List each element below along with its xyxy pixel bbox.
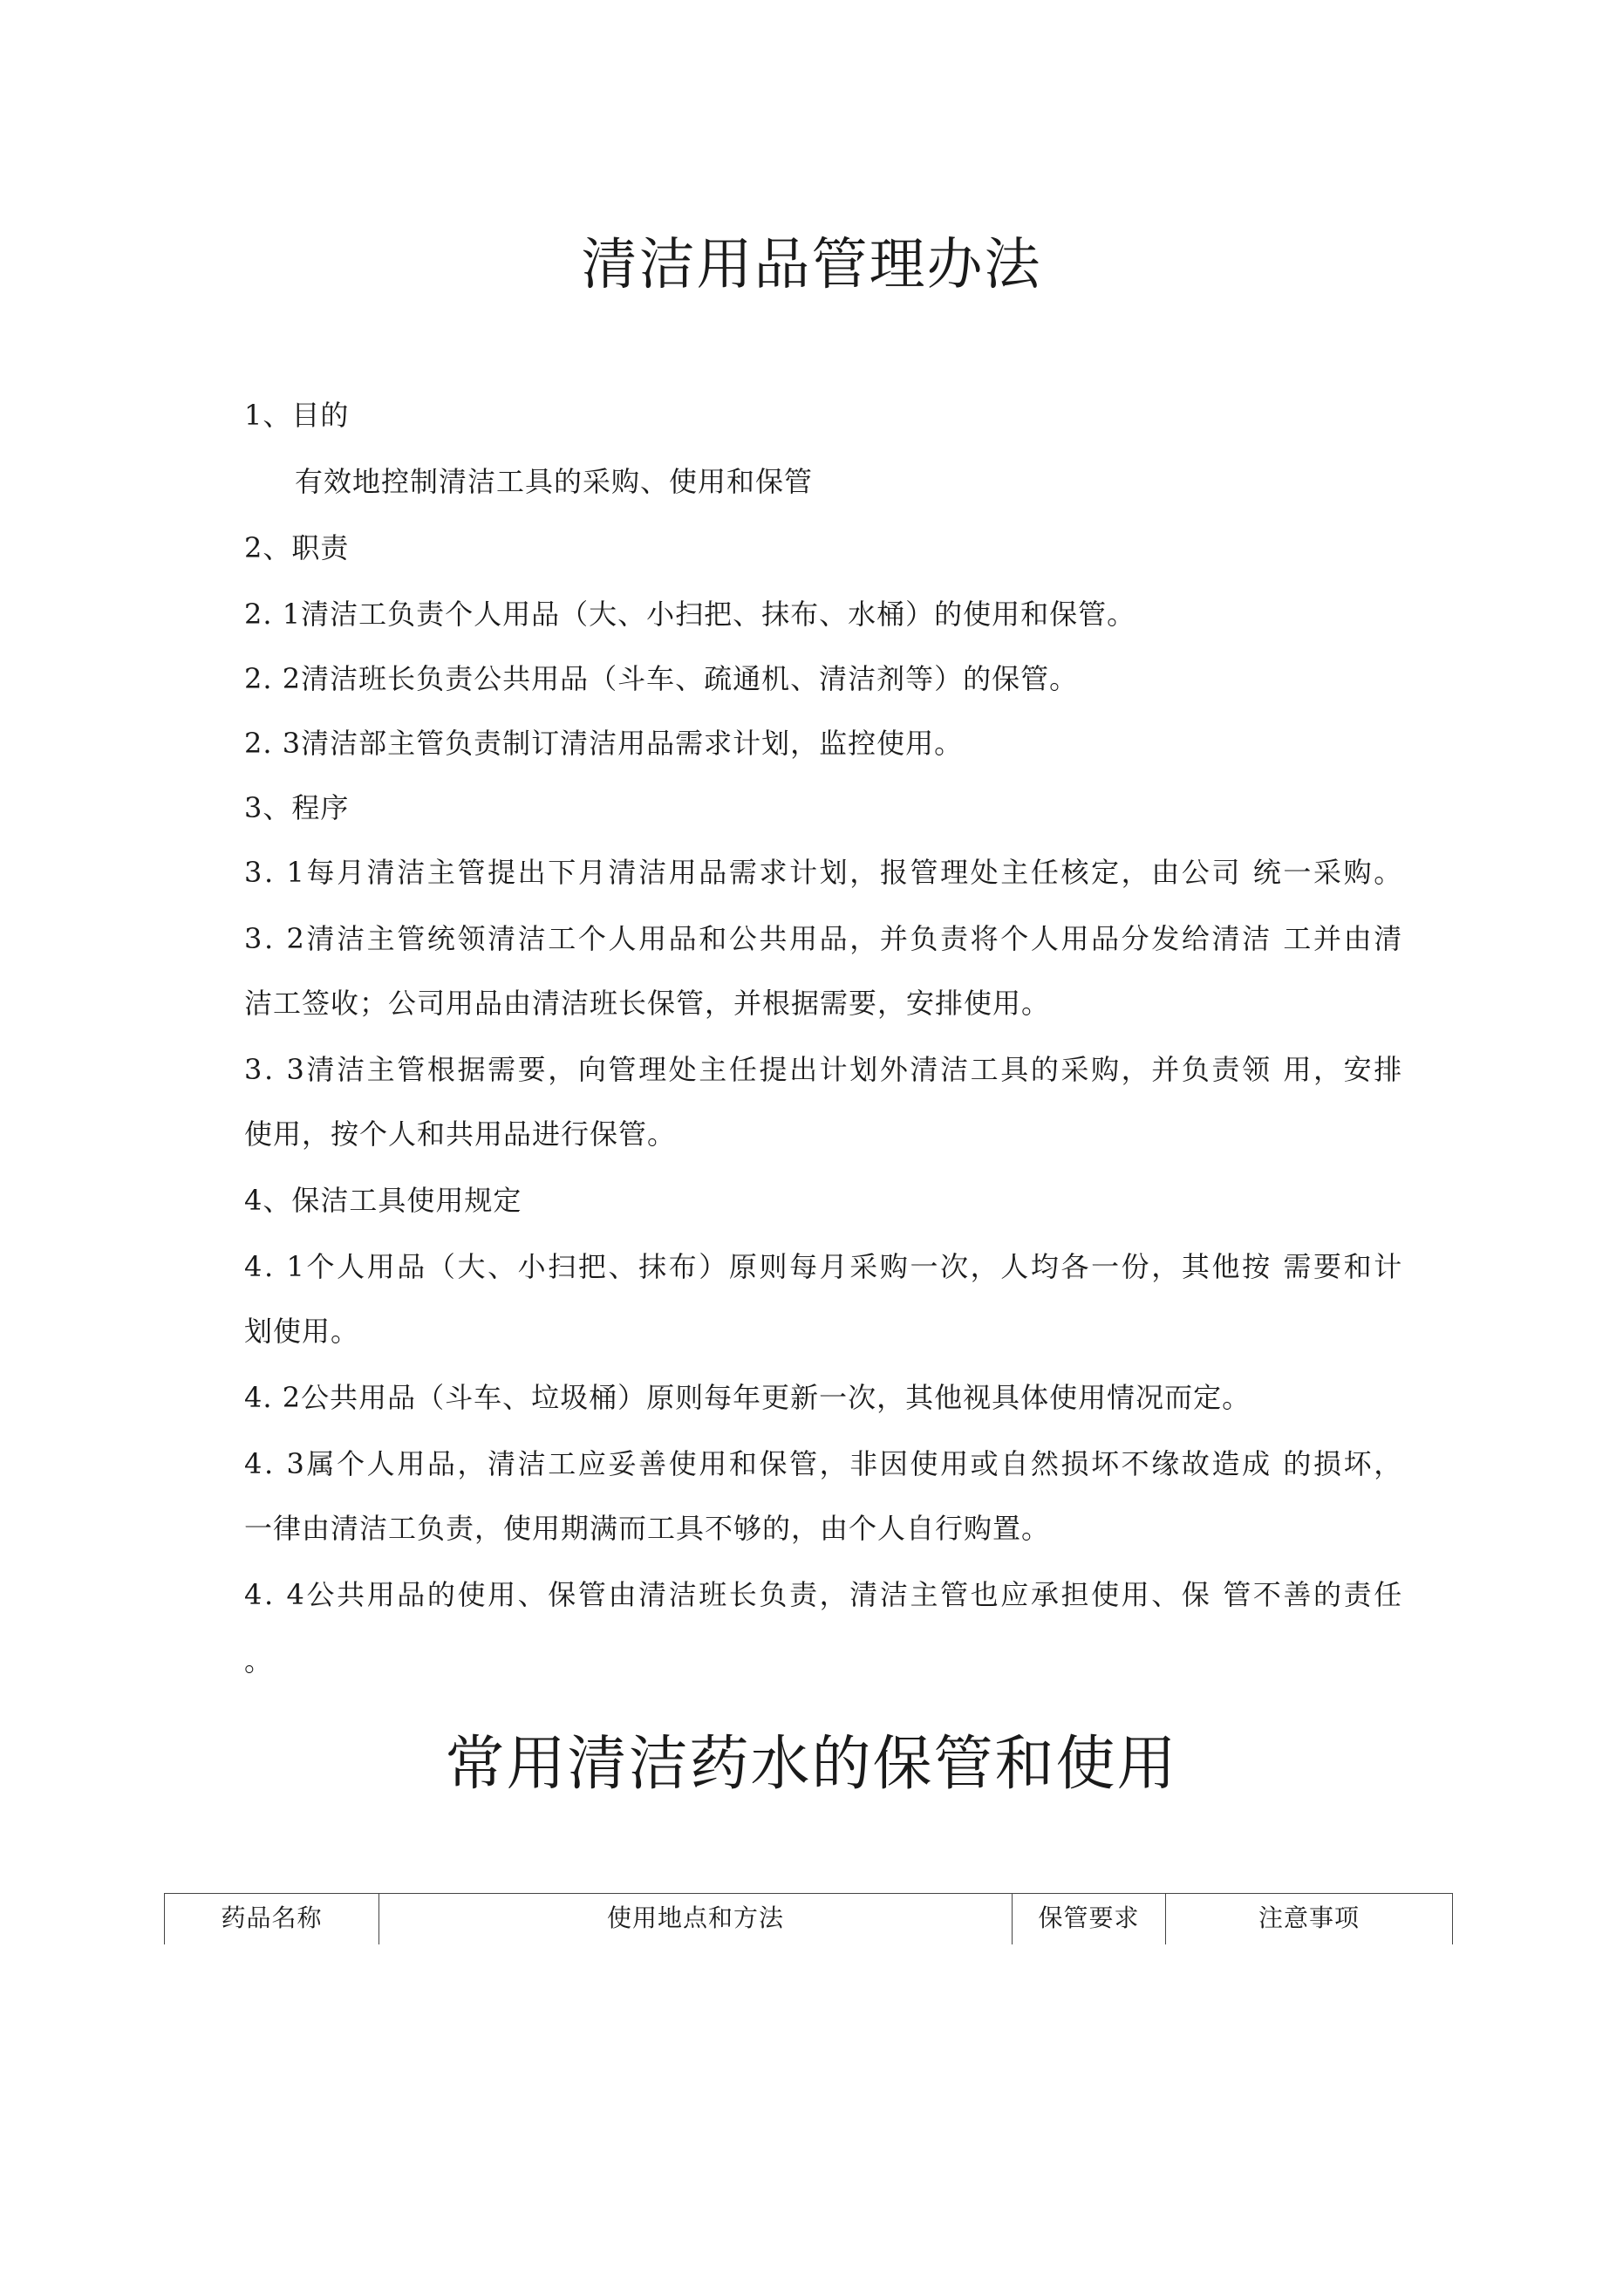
paragraph-rule-4-1-cont: 划使用。 <box>244 1315 360 1348</box>
section-title-cleaning-agents: 常用清洁药水的保管和使用 <box>445 1730 1178 1799</box>
column-header-notes: 注意事项 <box>1166 1894 1453 1945</box>
column-header-usage: 使用地点和方法 <box>379 1894 1013 1945</box>
cleaning-agents-table <box>164 1893 1453 1944</box>
paragraph-procedure-3-3: 3. 3清洁主管根据需要，向管理处主任提出计划外清洁工具的采购，并负责领 用，安排 <box>244 1053 1404 1086</box>
paragraph-procedure-3-2: 3. 2清洁主管统领清洁工个人用品和公共用品，并负责将个人用品分发给清洁 工并由清 <box>244 922 1404 955</box>
paragraph-purpose: 有效地控制清洁工具的采购、使用和保管 <box>295 465 814 498</box>
column-header-storage: 保管要求 <box>1013 1894 1166 1945</box>
section-heading-purpose: 1、目的 <box>244 399 350 432</box>
paragraph-rule-4-2: 4. 2公共用品（斗车、垃圾桶）原则每年更新一次，其他视具体使用情况而定。 <box>244 1381 1251 1414</box>
paragraph-duty-2-1: 2. 1清洁工负责个人用品（大、小扫把、抹布、水桶）的使用和保管。 <box>244 598 1136 631</box>
paragraph-procedure-3-2-cont: 洁工签收；公司用品由清洁班长保管，并根据需要，安排使用。 <box>244 987 1051 1020</box>
paragraph-procedure-3-3-cont: 使用，按个人和共用品进行保管。 <box>244 1117 677 1151</box>
paragraph-rule-4-4: 4. 4公共用品的使用、保管由清洁班长负责，清洁主管也应承担使用、保 管不善的责任 <box>244 1578 1404 1611</box>
section-heading-duties: 2、职责 <box>244 531 350 564</box>
paragraph-duty-2-3: 2. 3清洁部主管负责制订清洁用品需求计划，监控使用。 <box>244 727 964 760</box>
document-title: 清洁用品管理办法 <box>581 233 1042 297</box>
paragraph-duty-2-2: 2. 2清洁班长负责公共用品（斗车、疏通机、清洁剂等）的保管。 <box>244 662 1079 695</box>
paragraph-rule-4-3-cont: 一律由清洁工负责，使用期满而工具不够的，由个人自行购置。 <box>244 1512 1051 1545</box>
paragraph-rule-4-1: 4. 1个人用品（大、小扫把、抹布）原则每月采购一次，人均各一份，其他按 需要和计 <box>244 1250 1404 1283</box>
section-heading-tool-rules: 4、保洁工具使用规定 <box>244 1184 522 1217</box>
column-header-agent-name: 药品名称 <box>165 1894 379 1945</box>
paragraph-rule-4-4-cont: 。 <box>244 1644 274 1678</box>
section-heading-procedure: 3、程序 <box>244 791 350 824</box>
paragraph-rule-4-3: 4. 3属个人用品，清洁工应妥善使用和保管，非因使用或自然损坏不缘故造成 的损坏， <box>244 1447 1404 1480</box>
paragraph-procedure-3-1: 3. 1每月清洁主管提出下月清洁用品需求计划，报管理处主任核定，由公司 统一采购。 <box>244 856 1404 889</box>
table-header-row <box>165 1894 1453 1945</box>
